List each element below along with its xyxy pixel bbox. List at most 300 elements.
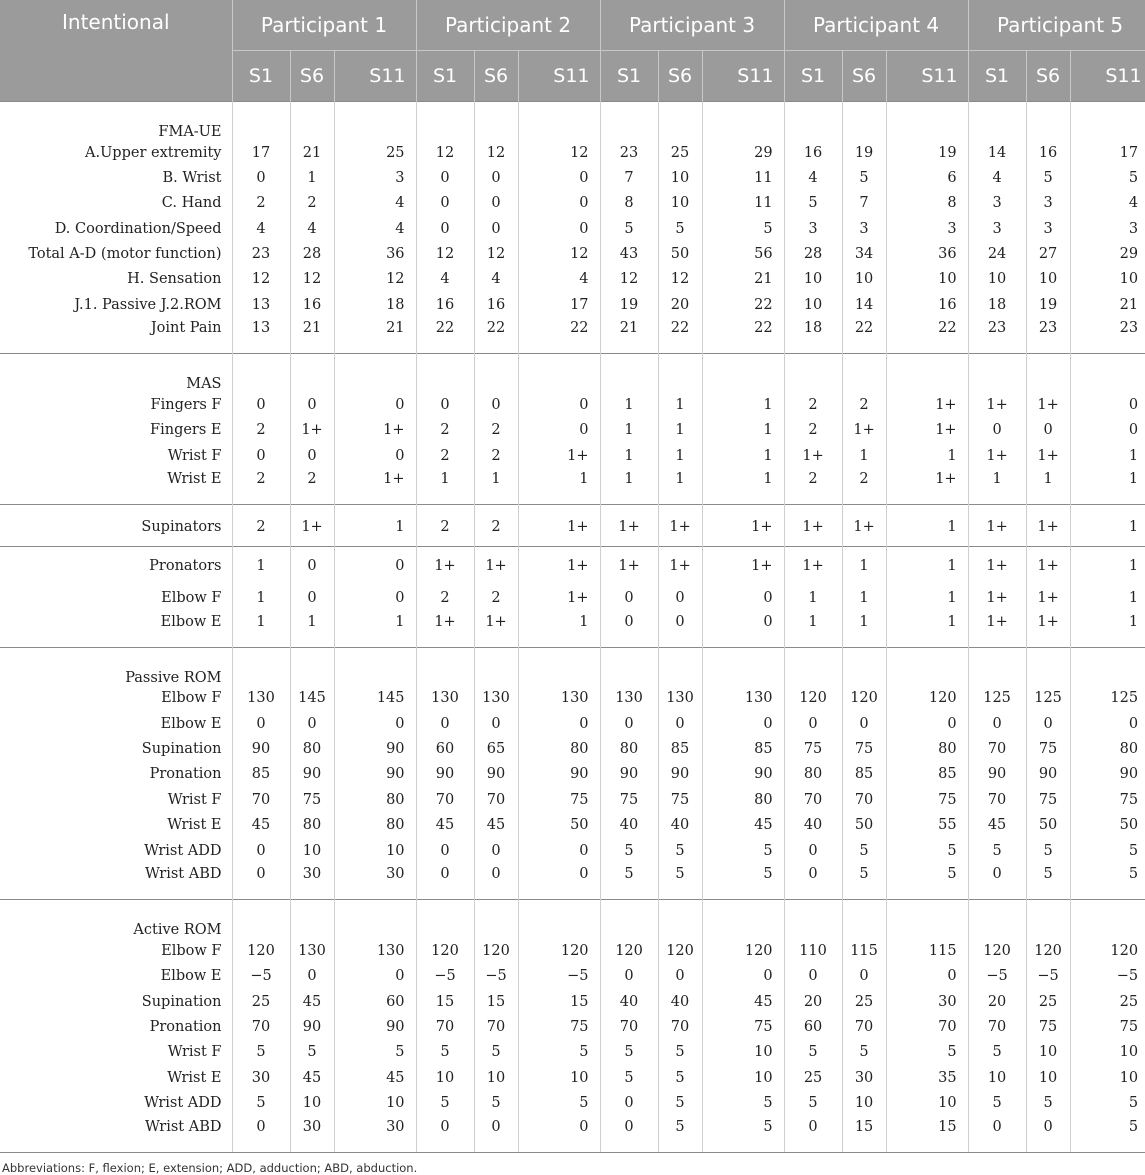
value-cell: 10 bbox=[842, 1090, 886, 1115]
row-label: Fingers E bbox=[0, 418, 232, 443]
value-cell: 0 bbox=[1128, 422, 1139, 439]
value-cell: 0 bbox=[1026, 1116, 1070, 1152]
value-cell: 110 bbox=[784, 938, 842, 963]
value-cell: 2 bbox=[784, 392, 842, 417]
value-cell: 1+ bbox=[518, 547, 600, 586]
value-cell: 30 bbox=[232, 1065, 290, 1090]
empty-cell bbox=[334, 354, 416, 393]
table-row bbox=[0, 762, 1145, 787]
value-cell: 0 bbox=[658, 964, 702, 989]
value-cell: 22 bbox=[658, 317, 702, 354]
value-cell: 90 bbox=[290, 1014, 334, 1039]
value-cell: 0 bbox=[1128, 715, 1139, 732]
value-cell: 0 bbox=[1026, 711, 1070, 736]
value-cell: 23 bbox=[232, 241, 290, 266]
row-label: Wrist F bbox=[0, 1040, 232, 1065]
value-cell: 70 bbox=[968, 1014, 1026, 1039]
value-cell: 70 bbox=[968, 787, 1026, 812]
value-cell: 0 bbox=[474, 191, 518, 216]
value-cell: 120 bbox=[702, 938, 784, 963]
value-cell: 5 bbox=[658, 838, 702, 863]
value-cell: 80 bbox=[702, 787, 784, 812]
value-cell: 2 bbox=[784, 468, 842, 505]
table-row bbox=[0, 292, 1145, 317]
value-cell: 75 bbox=[1026, 787, 1070, 812]
value-cell: 70 bbox=[784, 787, 842, 812]
value-cell: 22 bbox=[416, 317, 474, 354]
value-cell: 130 bbox=[600, 686, 658, 711]
session-header: S1 bbox=[232, 51, 290, 102]
value-cell: 90 bbox=[334, 1014, 416, 1039]
value-cell: 0 bbox=[968, 1116, 1026, 1152]
value-cell: 1+ bbox=[1026, 611, 1070, 648]
value-cell: 120 bbox=[968, 938, 1026, 963]
value-cell: 22 bbox=[474, 317, 518, 354]
value-cell: 0 bbox=[702, 585, 784, 610]
value-cell: 10 bbox=[1026, 1065, 1070, 1090]
value-cell: 0 bbox=[474, 711, 518, 736]
value-cell: 0 bbox=[232, 392, 290, 417]
value-cell: 0 bbox=[416, 838, 474, 863]
value-cell: 0 bbox=[290, 392, 334, 417]
value-cell: 90 bbox=[518, 762, 600, 787]
value-cell: 1+ bbox=[968, 547, 1026, 586]
value-cell: 85 bbox=[886, 762, 968, 787]
table-row bbox=[0, 418, 1145, 443]
value-cell: −5 bbox=[968, 964, 1026, 989]
value-cell: 1 bbox=[842, 547, 886, 586]
value-cell: 2 bbox=[784, 418, 842, 443]
participant-header: Participant 5 bbox=[968, 0, 1145, 51]
value-cell: 5 bbox=[658, 216, 702, 241]
value-cell: 90 bbox=[232, 736, 290, 761]
row-label: J.1. Passive J.2.ROM bbox=[0, 292, 232, 317]
value-cell: 45 bbox=[702, 989, 784, 1014]
section-title: Passive ROM bbox=[0, 647, 232, 686]
value-cell: 1 bbox=[658, 443, 702, 468]
value-cell: 28 bbox=[784, 241, 842, 266]
value-cell: 0 bbox=[886, 711, 968, 736]
value-cell: 14 bbox=[968, 140, 1026, 165]
value-cell: 1+ bbox=[968, 611, 1026, 648]
value-cell: 18 bbox=[784, 317, 842, 354]
value-cell: 4 bbox=[334, 191, 416, 216]
value-cell: 75 bbox=[1119, 791, 1139, 808]
value-cell: 13 bbox=[232, 292, 290, 317]
value-cell: 1+ bbox=[968, 585, 1026, 610]
value-cell: 5 bbox=[600, 838, 658, 863]
value-cell: 12 bbox=[658, 267, 702, 292]
value-cell: 5 bbox=[886, 1040, 968, 1065]
empty-cell bbox=[334, 647, 416, 686]
value-cell: 75 bbox=[1026, 736, 1070, 761]
value-cell: 21 bbox=[290, 140, 334, 165]
value-cell: 2 bbox=[416, 443, 474, 468]
value-cell: 0 bbox=[290, 585, 334, 610]
value-cell: 75 bbox=[518, 1014, 600, 1039]
value-cell: 90 bbox=[658, 762, 702, 787]
value-cell: 70 bbox=[842, 787, 886, 812]
value-cell: 8 bbox=[886, 191, 968, 216]
value-cell: 5 bbox=[518, 1040, 600, 1065]
session-header: S6 bbox=[658, 51, 702, 102]
value-cell: 12 bbox=[474, 140, 518, 165]
value-cell: 5 bbox=[886, 838, 968, 863]
empty-cell bbox=[290, 647, 334, 686]
value-cell: 85 bbox=[842, 762, 886, 787]
row-label: Fingers F bbox=[0, 392, 232, 417]
value-cell: 1 bbox=[518, 611, 600, 648]
row-label: Wrist ADD bbox=[0, 1090, 232, 1115]
value-cell: 90 bbox=[334, 762, 416, 787]
value-cell: 1 bbox=[232, 585, 290, 610]
value-cell: 23 bbox=[1119, 320, 1139, 337]
value-cell: 70 bbox=[600, 1014, 658, 1039]
table-row bbox=[0, 468, 1145, 505]
value-cell: 15 bbox=[518, 989, 600, 1014]
value-cell: 0 bbox=[474, 165, 518, 190]
value-cell: 115 bbox=[842, 938, 886, 963]
value-cell: 1 bbox=[416, 468, 474, 505]
value-cell: 10 bbox=[334, 838, 416, 863]
value-cell: 0 bbox=[518, 838, 600, 863]
value-cell: 4 bbox=[474, 267, 518, 292]
value-cell: 5 bbox=[518, 1090, 600, 1115]
value-cell: 29 bbox=[1119, 246, 1139, 263]
value-cell: 75 bbox=[518, 787, 600, 812]
row-label: Elbow E bbox=[0, 711, 232, 736]
value-cell: 3 bbox=[1128, 220, 1139, 237]
value-cell: 1 bbox=[600, 392, 658, 417]
table-row bbox=[0, 241, 1145, 266]
value-cell: 1+ bbox=[702, 547, 784, 586]
empty-cell bbox=[1026, 102, 1070, 141]
value-cell: 2 bbox=[416, 505, 474, 547]
empty-cell bbox=[600, 102, 658, 141]
empty-cell bbox=[600, 647, 658, 686]
value-cell: 80 bbox=[600, 736, 658, 761]
value-cell: 0 bbox=[334, 547, 416, 586]
empty-cell bbox=[842, 354, 886, 393]
value-cell: 90 bbox=[290, 762, 334, 787]
empty-cell bbox=[290, 900, 334, 939]
table-row bbox=[0, 1090, 1145, 1115]
value-cell: 0 bbox=[600, 585, 658, 610]
value-cell: 12 bbox=[416, 241, 474, 266]
empty-cell bbox=[886, 647, 968, 686]
value-cell: 130 bbox=[290, 938, 334, 963]
value-cell: 10 bbox=[886, 267, 968, 292]
value-cell: 11 bbox=[702, 165, 784, 190]
value-cell: 11 bbox=[702, 191, 784, 216]
value-cell: 10 bbox=[1119, 1044, 1139, 1061]
value-cell: 5 bbox=[842, 863, 886, 900]
value-cell: 80 bbox=[334, 787, 416, 812]
value-cell: −5 bbox=[232, 964, 290, 989]
value-cell: 8 bbox=[600, 191, 658, 216]
value-cell: 0 bbox=[600, 711, 658, 736]
value-cell: 10 bbox=[658, 165, 702, 190]
row-label: Pronation bbox=[0, 762, 232, 787]
empty-cell bbox=[784, 102, 842, 141]
value-cell: 120 bbox=[784, 686, 842, 711]
session-header: S11 bbox=[702, 51, 784, 102]
value-cell: 0 bbox=[474, 863, 518, 900]
value-cell: 3 bbox=[1026, 216, 1070, 241]
empty-cell bbox=[842, 900, 886, 939]
value-cell: 90 bbox=[702, 762, 784, 787]
value-cell: 5 bbox=[784, 1090, 842, 1115]
table-row bbox=[0, 585, 1145, 610]
value-cell: 5 bbox=[1026, 838, 1070, 863]
value-cell: 45 bbox=[290, 1065, 334, 1090]
value-cell: 0 bbox=[232, 443, 290, 468]
value-cell: 1 bbox=[886, 611, 968, 648]
empty-cell bbox=[968, 354, 1026, 393]
value-cell: 5 bbox=[290, 1040, 334, 1065]
value-cell: 25 bbox=[842, 989, 886, 1014]
value-cell: 1+ bbox=[1026, 505, 1070, 547]
empty-cell bbox=[232, 102, 290, 141]
empty-cell bbox=[658, 354, 702, 393]
value-cell: 5 bbox=[658, 1065, 702, 1090]
row-label: H. Sensation bbox=[0, 267, 232, 292]
value-cell: 75 bbox=[886, 787, 968, 812]
value-cell: 1+ bbox=[886, 418, 968, 443]
value-cell: 0 bbox=[1128, 397, 1139, 414]
value-cell: 19 bbox=[600, 292, 658, 317]
value-cell: 120 bbox=[518, 938, 600, 963]
value-cell: 30 bbox=[290, 863, 334, 900]
value-cell: 5 bbox=[702, 1090, 784, 1115]
value-cell: 70 bbox=[474, 1014, 518, 1039]
value-cell: 16 bbox=[474, 292, 518, 317]
value-cell: 120 bbox=[886, 686, 968, 711]
value-cell: 12 bbox=[518, 140, 600, 165]
row-label: Wrist E bbox=[0, 813, 232, 838]
value-cell: 5 bbox=[1026, 165, 1070, 190]
table-section bbox=[0, 505, 1145, 547]
value-cell: 0 bbox=[518, 191, 600, 216]
value-cell: 4 bbox=[416, 267, 474, 292]
value-cell: 120 bbox=[232, 938, 290, 963]
value-cell: 25 bbox=[658, 140, 702, 165]
value-cell: 2 bbox=[474, 443, 518, 468]
value-cell: 0 bbox=[600, 1090, 658, 1115]
value-cell: 10 bbox=[658, 191, 702, 216]
value-cell: 0 bbox=[600, 611, 658, 648]
value-cell: 22 bbox=[842, 317, 886, 354]
value-cell: 2 bbox=[290, 468, 334, 505]
value-cell: 25 bbox=[1119, 993, 1139, 1010]
value-cell: 1 bbox=[702, 392, 784, 417]
value-cell: 0 bbox=[702, 611, 784, 648]
value-cell: 1+ bbox=[658, 505, 702, 547]
value-cell: 22 bbox=[702, 317, 784, 354]
value-cell: 10 bbox=[968, 1065, 1026, 1090]
value-cell: 0 bbox=[474, 1116, 518, 1152]
value-cell: 1 bbox=[600, 468, 658, 505]
value-cell: 5 bbox=[886, 863, 968, 900]
empty-cell bbox=[842, 102, 886, 141]
row-label: Elbow F bbox=[0, 686, 232, 711]
empty-cell bbox=[232, 647, 290, 686]
value-cell: 120 bbox=[842, 686, 886, 711]
value-cell: −5 bbox=[1026, 964, 1070, 989]
value-cell: 16 bbox=[1026, 140, 1070, 165]
value-cell: 5 bbox=[842, 1040, 886, 1065]
row-label: Elbow F bbox=[0, 585, 232, 610]
value-cell: 1+ bbox=[416, 547, 474, 586]
value-cell: 80 bbox=[784, 762, 842, 787]
value-cell: 10 bbox=[416, 1065, 474, 1090]
row-label: Wrist E bbox=[0, 468, 232, 505]
value-cell: 1 bbox=[658, 418, 702, 443]
value-cell: 45 bbox=[290, 989, 334, 1014]
value-cell: 50 bbox=[1026, 813, 1070, 838]
value-cell: 5 bbox=[1128, 170, 1139, 187]
value-cell: 0 bbox=[232, 1116, 290, 1152]
row-label: Elbow E bbox=[0, 964, 232, 989]
value-cell: 90 bbox=[474, 762, 518, 787]
value-cell: 4 bbox=[518, 267, 600, 292]
value-cell: 0 bbox=[784, 711, 842, 736]
value-cell: 17 bbox=[1119, 144, 1139, 161]
value-cell: 10 bbox=[784, 292, 842, 317]
value-cell: 21 bbox=[334, 317, 416, 354]
value-cell: 130 bbox=[232, 686, 290, 711]
value-cell: 70 bbox=[416, 787, 474, 812]
value-cell: 5 bbox=[474, 1090, 518, 1115]
table-row bbox=[0, 938, 1145, 963]
value-cell: 0 bbox=[416, 711, 474, 736]
empty-cell bbox=[658, 647, 702, 686]
empty-cell bbox=[474, 900, 518, 939]
value-cell: 5 bbox=[968, 1040, 1026, 1065]
table-row bbox=[0, 711, 1145, 736]
value-cell: 23 bbox=[968, 317, 1026, 354]
value-cell: 0 bbox=[784, 863, 842, 900]
value-cell: 1 bbox=[886, 443, 968, 468]
value-cell: 0 bbox=[416, 191, 474, 216]
value-cell: 45 bbox=[474, 813, 518, 838]
value-cell: 21 bbox=[290, 317, 334, 354]
value-cell: 2 bbox=[232, 505, 290, 547]
value-cell: 1 bbox=[886, 505, 968, 547]
value-cell: 3 bbox=[968, 216, 1026, 241]
value-cell: 0 bbox=[474, 216, 518, 241]
value-cell: 40 bbox=[600, 813, 658, 838]
value-cell: 80 bbox=[290, 736, 334, 761]
empty-cell bbox=[232, 354, 290, 393]
value-cell: 1 bbox=[842, 443, 886, 468]
empty-cell bbox=[702, 102, 784, 141]
value-cell: 1 bbox=[1128, 613, 1139, 630]
row-label: Joint Pain bbox=[0, 317, 232, 354]
empty-cell bbox=[518, 354, 600, 393]
participant-header: Participant 2 bbox=[416, 0, 600, 51]
empty-cell bbox=[416, 102, 474, 141]
table-row bbox=[0, 611, 1145, 648]
value-cell: 2 bbox=[232, 191, 290, 216]
empty-cell bbox=[290, 354, 334, 393]
value-cell: 2 bbox=[232, 468, 290, 505]
value-cell: 1+ bbox=[1026, 585, 1070, 610]
value-cell: 1 bbox=[658, 468, 702, 505]
value-cell: 0 bbox=[334, 443, 416, 468]
value-cell: 70 bbox=[968, 736, 1026, 761]
value-cell: 50 bbox=[842, 813, 886, 838]
empty-cell bbox=[702, 647, 784, 686]
value-cell: 0 bbox=[334, 585, 416, 610]
empty-cell bbox=[886, 900, 968, 939]
value-cell: 90 bbox=[968, 762, 1026, 787]
value-cell: 5 bbox=[658, 1090, 702, 1115]
value-cell: 0 bbox=[518, 165, 600, 190]
value-cell: 1 bbox=[1070, 505, 1145, 547]
value-cell: 0 bbox=[600, 1116, 658, 1152]
value-cell: 10 bbox=[886, 1090, 968, 1115]
value-cell: 19 bbox=[842, 140, 886, 165]
table-row bbox=[0, 317, 1145, 354]
value-cell: 30 bbox=[886, 989, 968, 1014]
table-header bbox=[0, 0, 1145, 102]
value-cell: 1+ bbox=[842, 505, 886, 547]
value-cell: 1+ bbox=[784, 443, 842, 468]
value-cell: 130 bbox=[702, 686, 784, 711]
value-cell: 7 bbox=[600, 165, 658, 190]
value-cell: 40 bbox=[784, 813, 842, 838]
session-header: S1 bbox=[416, 51, 474, 102]
value-cell: 1 bbox=[968, 468, 1026, 505]
value-cell: 40 bbox=[600, 989, 658, 1014]
value-cell: 1 bbox=[702, 443, 784, 468]
value-cell: 40 bbox=[658, 813, 702, 838]
value-cell: 1+ bbox=[886, 468, 968, 505]
value-cell: 75 bbox=[290, 787, 334, 812]
value-cell: 75 bbox=[842, 736, 886, 761]
value-cell: 10 bbox=[518, 1065, 600, 1090]
value-cell: 30 bbox=[290, 1116, 334, 1152]
session-header: S1 bbox=[600, 51, 658, 102]
value-cell: 12 bbox=[232, 267, 290, 292]
value-cell: 3 bbox=[842, 216, 886, 241]
value-cell: 0 bbox=[290, 711, 334, 736]
value-cell: 30 bbox=[842, 1065, 886, 1090]
value-cell: 5 bbox=[600, 1065, 658, 1090]
empty-cell bbox=[784, 900, 842, 939]
value-cell: 0 bbox=[290, 443, 334, 468]
value-cell: 1+ bbox=[968, 443, 1026, 468]
value-cell: 1+ bbox=[416, 611, 474, 648]
value-cell: 3 bbox=[968, 191, 1026, 216]
empty-cell bbox=[600, 900, 658, 939]
value-cell: 5 bbox=[784, 1040, 842, 1065]
empty-cell bbox=[968, 900, 1026, 939]
value-cell: 15 bbox=[842, 1116, 886, 1152]
value-cell: 70 bbox=[232, 787, 290, 812]
value-cell: 10 bbox=[1026, 267, 1070, 292]
value-cell: 4 bbox=[1128, 195, 1139, 212]
value-cell: 0 bbox=[784, 964, 842, 989]
value-cell: 3 bbox=[1026, 191, 1070, 216]
table-section bbox=[0, 647, 1145, 899]
value-cell: 0 bbox=[784, 838, 842, 863]
value-cell: 1+ bbox=[334, 468, 416, 505]
table-row bbox=[0, 787, 1145, 812]
table-row bbox=[0, 1116, 1145, 1152]
value-cell: 1+ bbox=[518, 505, 600, 547]
